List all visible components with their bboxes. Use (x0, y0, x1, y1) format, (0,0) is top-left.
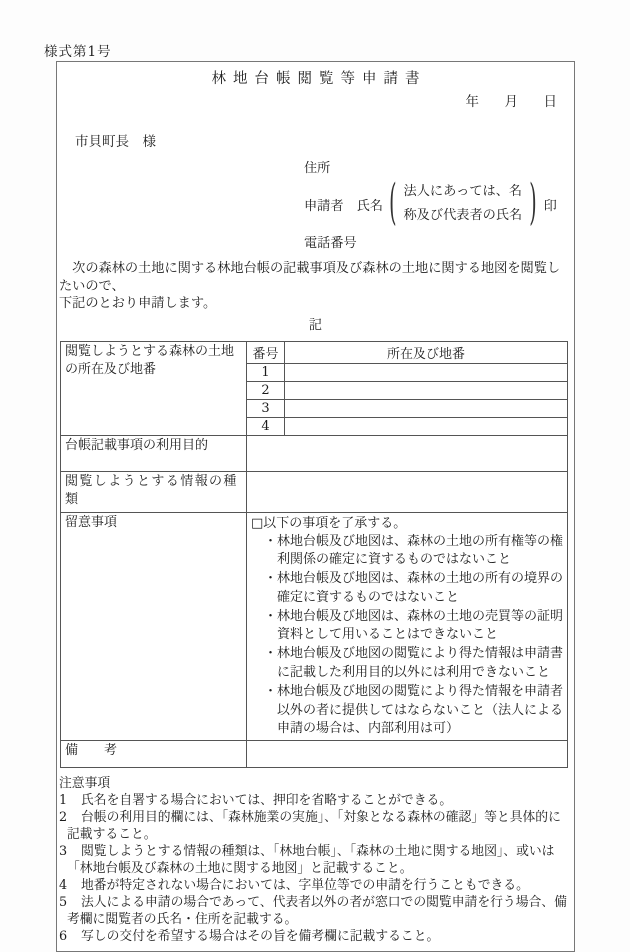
application-table (60, 341, 568, 769)
location-input[interactable] (285, 381, 568, 399)
caution-item (59, 877, 568, 894)
corporation-note-line2: 称及び代表者の氏名 (403, 208, 523, 223)
intro-paragraph (59, 260, 566, 313)
notice-item: ・林地台帳及び地図は、森林の土地の所有の境界の確定に資するものではないこと (264, 571, 564, 605)
intro-line2: 下記のとおり申請します。 (59, 296, 217, 311)
table-header-row (61, 341, 568, 363)
purpose-input[interactable] (247, 435, 568, 471)
location-input[interactable] (285, 417, 568, 435)
purpose-row (61, 435, 568, 471)
notice-item: ・林地台帳及び地図の閲覧により得た情報は申請書に記載した利用目的以外には利用できないこと (264, 646, 564, 681)
location-input[interactable] (285, 399, 568, 417)
caution-text: 法人による申請の場合であって、代表者以外の者が窓口での閲覧申請を行う場合、備考欄に閲覧者の氏名・住所を記載する。 (67, 895, 567, 928)
notice-item: ・林地台帳及び地図は、森林の土地の所有権等の権利関係の確定に資するものではないこと (264, 533, 564, 568)
close-paren-icon: ) (529, 174, 537, 231)
application-form (56, 61, 575, 952)
cautions-heading: 注意事項 (59, 776, 111, 792)
info-type-input[interactable] (247, 471, 568, 512)
caution-text: 台帳の利用目的欄には、「森林施業の実施」、「対象となる森林の確認」等と具体的に記載すること。 (67, 810, 561, 843)
location-column-header: 所在及び地番 (285, 341, 568, 363)
remarks-input[interactable] (247, 741, 568, 768)
caution-number: 6 (59, 929, 68, 945)
caution-item (59, 809, 568, 843)
applicant-block (304, 157, 574, 251)
record-marker: 記 (308, 317, 323, 333)
caution-number: 5 (59, 895, 68, 911)
caution-number: 1 (59, 793, 68, 809)
number-column-header: 番号 (247, 341, 285, 363)
phone-label: 電話番号 (304, 236, 357, 251)
form-number: 様式第1号 (44, 44, 112, 60)
cautions-section (59, 775, 568, 951)
caution-number: 4 (59, 878, 68, 894)
caution-text: 地番が特定されない場合においては、字単位等での申請を行うこともできる。 (81, 878, 529, 894)
row-number: 3 (247, 399, 285, 417)
acknowledge-line (251, 514, 563, 533)
date-line: 年 月 日 (465, 94, 563, 110)
open-paren-icon: ( (389, 174, 397, 231)
corporation-note (389, 174, 537, 231)
corporation-note-line1: 法人にあっては、名 (403, 184, 523, 199)
row-number: 1 (247, 363, 285, 381)
address-label: 住所 (304, 161, 331, 176)
location-section-label: 閲覧しようとする森林の土地の所在及び地番 (61, 341, 247, 435)
corporation-note-text (397, 180, 530, 228)
caution-item (59, 928, 568, 945)
caution-number: 2 (59, 810, 68, 826)
info-type-label: 閲覧しようとする情報の種類 (61, 471, 247, 512)
remarks-row (61, 741, 568, 768)
notes-content (247, 512, 568, 741)
caution-text: 写しの交付を希望する場合はその旨を備考欄に記載すること。 (81, 929, 440, 945)
caution-number: 3 (59, 844, 68, 860)
applicant-name-label: 申請者 氏名 (304, 198, 384, 214)
caution-text: 氏名を自署する場合においては、押印を省略することができる。 (81, 793, 453, 809)
purpose-label: 台帳記載事項の利用目的 (61, 435, 247, 471)
caution-item (59, 843, 568, 877)
caution-item (59, 792, 568, 809)
notes-row (61, 512, 568, 741)
notice-item: ・林地台帳及び地図は、森林の土地の売買等の証明資料として用いることはできないこと (264, 608, 564, 643)
row-number: 4 (247, 417, 285, 435)
caution-text: 閲覧しようとする情報の種類は、「林地台帳」、「森林の土地に関する地図」、或いは「林地台帳及び森林の土地に関する地図」と記載すること。 (67, 844, 555, 877)
form-title: 林地台帳閲覧等申請書 (211, 71, 427, 87)
acknowledge-label: 以下の事項を了承する。 (263, 515, 407, 531)
acknowledge-checkbox[interactable]: □ (251, 515, 264, 531)
intro-line1: 次の森林の土地に関する林地台帳の記載事項及び森林の土地に関する地図を閲覧したいので、 (59, 261, 561, 294)
caution-item (59, 894, 568, 928)
applicant-name-row (304, 174, 574, 231)
location-input[interactable] (285, 363, 568, 381)
notice-item: ・林地台帳及び地図の閲覧により得た情報を申請者以外の者に提供してはならないこと（法人による申請の場合は、内部利用は可） (264, 683, 564, 737)
seal-label: 印 (543, 198, 557, 214)
remarks-label: 備 考 (61, 741, 247, 768)
row-number: 2 (247, 381, 285, 399)
notes-label: 留意事項 (61, 512, 247, 741)
addressee: 市貝町長 様 (75, 134, 156, 150)
info-type-row (61, 471, 568, 512)
